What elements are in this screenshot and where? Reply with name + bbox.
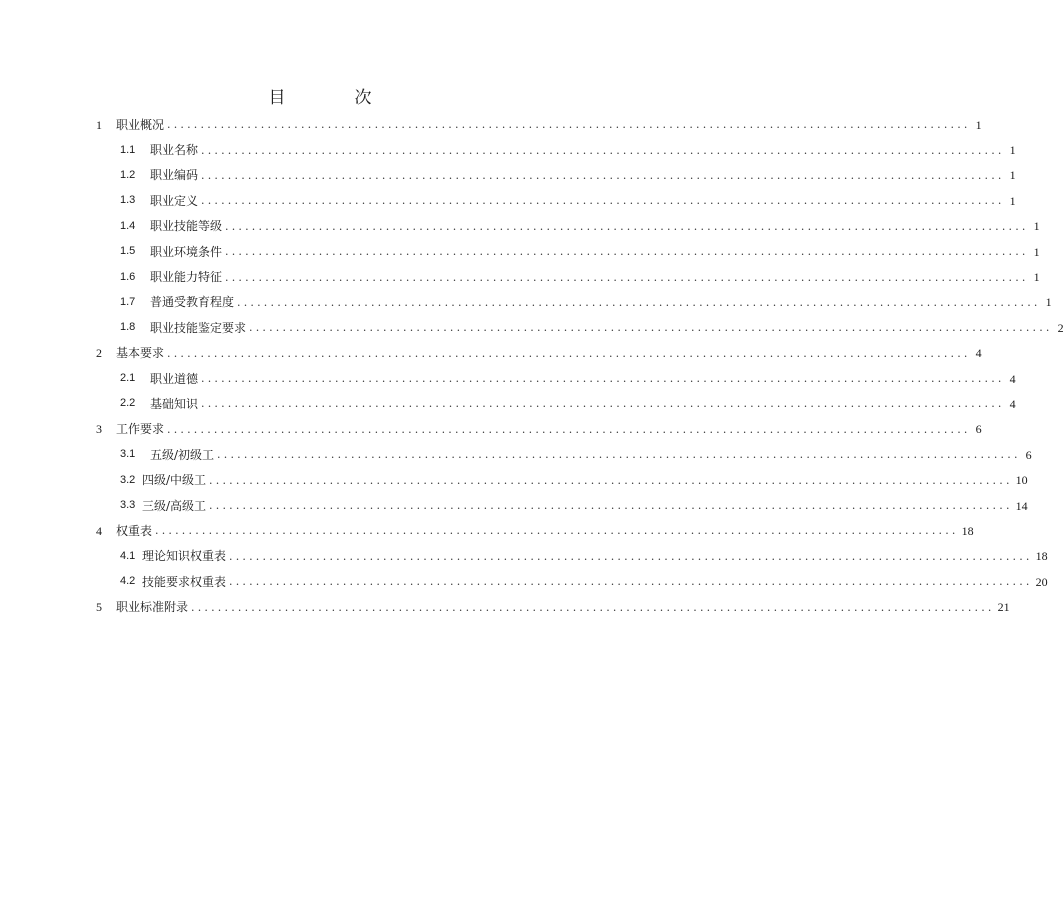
dot-leader: ........................................................................................................................ [249, 321, 1053, 335]
toc-entry[interactable] [96, 467, 1028, 492]
toc-entry[interactable] [96, 163, 1016, 188]
toc-entry-page-number: 21 [997, 600, 1010, 615]
toc-entry-number: 5 [96, 600, 102, 615]
toc-entry-page-number: 6 [1025, 447, 1032, 462]
dot-leader: ........................................................................................................................ [191, 600, 995, 614]
toc-entry-page-number: 1 [1009, 143, 1016, 158]
toc-entry-label: 职业技能鉴定要求 [150, 320, 247, 335]
toc-entry-number: 4.2 [120, 575, 136, 588]
toc-entry-number: 1.1 [120, 143, 136, 156]
table-of-contents [96, 112, 1064, 620]
toc-entry[interactable] [96, 341, 982, 366]
toc-entry-label: 权重表 [116, 523, 153, 538]
toc-entry[interactable] [96, 493, 1028, 518]
toc-entry-number: 3.3 [120, 499, 136, 512]
toc-entry-page-number: 18 [1035, 549, 1048, 564]
toc-entry-label: 四级/中级工 [142, 473, 207, 488]
toc-entry-number: 1.8 [120, 321, 136, 334]
toc-entry-label: 职业概况 [116, 117, 165, 132]
dot-leader: ........................................................................................................................ [225, 245, 1029, 259]
toc-entry-number: 1.2 [120, 168, 136, 181]
toc-title: 目 次 [268, 88, 398, 108]
dot-leader: ........................................................................................................................ [237, 295, 1041, 309]
toc-entry-label: 普通受教育程度 [150, 295, 235, 310]
dot-leader: ........................................................................................................................ [209, 499, 1013, 513]
dot-leader: ........................................................................................................................ [167, 346, 971, 360]
toc-entry-label: 理论知识权重表 [142, 549, 227, 564]
toc-entry-label: 职业技能等级 [150, 219, 223, 234]
toc-entry[interactable] [96, 442, 1032, 467]
toc-entry-label: 基础知识 [150, 396, 199, 411]
toc-entry-number: 1.3 [120, 194, 136, 207]
toc-entry-page-number: 14 [1015, 498, 1028, 513]
toc-entry[interactable] [96, 112, 982, 137]
dot-leader: ........................................................................................................................ [201, 143, 1005, 157]
toc-entry-number: 3.1 [120, 448, 136, 461]
toc-entry-number: 4 [96, 523, 102, 538]
toc-entry[interactable] [96, 417, 982, 442]
toc-entry[interactable] [96, 137, 1016, 162]
toc-entry-number: 2.2 [120, 397, 136, 410]
dot-leader: ........................................................................................................................ [155, 524, 959, 538]
toc-entry-page-number: 20 [1035, 574, 1048, 589]
toc-entry-label: 职业名称 [150, 143, 199, 158]
toc-entry-label: 职业环境条件 [150, 244, 223, 259]
toc-entry-number: 1.4 [120, 219, 136, 232]
toc-entry[interactable] [96, 569, 1048, 594]
toc-entry-number: 2.1 [120, 372, 136, 385]
dot-leader: ........................................................................................................................ [201, 168, 1005, 182]
dot-leader: ........................................................................................................................ [167, 422, 971, 436]
toc-entry-page-number: 1 [1033, 244, 1040, 259]
toc-entry[interactable] [96, 214, 1040, 239]
toc-entry-number: 1.6 [120, 270, 136, 283]
dot-leader: ........................................................................................................................ [225, 219, 1029, 233]
toc-entry-label: 基本要求 [116, 346, 165, 361]
toc-entry-page-number: 4 [1009, 371, 1016, 386]
dot-leader: ........................................................................................................................ [209, 473, 1013, 487]
toc-entry[interactable] [96, 290, 1052, 315]
dot-leader: ........................................................................................................................ [201, 194, 1005, 208]
toc-entry-label: 五级/初级工 [150, 447, 215, 462]
dot-leader: ........................................................................................................................ [229, 575, 1033, 589]
toc-entry-label: 职业编码 [150, 168, 199, 183]
toc-entry-label: 工作要求 [116, 422, 165, 437]
toc-entry[interactable] [96, 264, 1040, 289]
toc-entry-page-number: 10 [1015, 473, 1028, 488]
toc-entry-page-number: 1 [1009, 193, 1016, 208]
toc-entry[interactable] [96, 594, 1010, 619]
toc-entry-number: 3.2 [120, 473, 136, 486]
toc-entry-number: 1.7 [120, 295, 136, 308]
toc-entry-page-number: 1 [1033, 270, 1040, 285]
toc-entry-page-number: 18 [961, 523, 974, 538]
dot-leader: ........................................................................................................................ [229, 549, 1033, 563]
toc-entry[interactable] [96, 391, 1016, 416]
toc-entry[interactable] [96, 366, 1016, 391]
toc-entry-page-number: 2 [1057, 320, 1064, 335]
toc-entry-number: 3 [96, 422, 102, 437]
toc-entry-label: 职业标准附录 [116, 600, 189, 615]
toc-entry-label: 技能要求权重表 [142, 574, 227, 589]
toc-entry[interactable] [96, 315, 1064, 340]
toc-entry-number: 1 [96, 117, 102, 132]
toc-entry-page-number: 4 [1009, 396, 1016, 411]
toc-entry-label: 职业道德 [150, 371, 199, 386]
toc-entry[interactable] [96, 239, 1040, 264]
toc-entry-page-number: 6 [975, 422, 982, 437]
toc-entry[interactable] [96, 518, 974, 543]
toc-entry-number: 2 [96, 346, 102, 361]
toc-entry-page-number: 1 [975, 117, 982, 132]
dot-leader: ........................................................................................................................ [167, 118, 971, 132]
toc-entry[interactable] [96, 188, 1016, 213]
toc-entry-page-number: 1 [1045, 295, 1052, 310]
dot-leader: ........................................................................................................................ [201, 372, 1005, 386]
dot-leader: ........................................................................................................................ [217, 448, 1021, 462]
toc-entry-label: 三级/高级工 [142, 498, 207, 513]
toc-entry-page-number: 1 [1033, 219, 1040, 234]
toc-entry-label: 职业定义 [150, 193, 199, 208]
toc-entry-page-number: 1 [1009, 168, 1016, 183]
dot-leader: ........................................................................................................................ [225, 270, 1029, 284]
toc-entry-page-number: 4 [975, 346, 982, 361]
toc-entry-number: 4.1 [120, 549, 136, 562]
toc-entry-label: 职业能力特征 [150, 270, 223, 285]
dot-leader: ........................................................................................................................ [201, 397, 1005, 411]
toc-entry[interactable] [96, 544, 1048, 569]
toc-entry-number: 1.5 [120, 245, 136, 258]
